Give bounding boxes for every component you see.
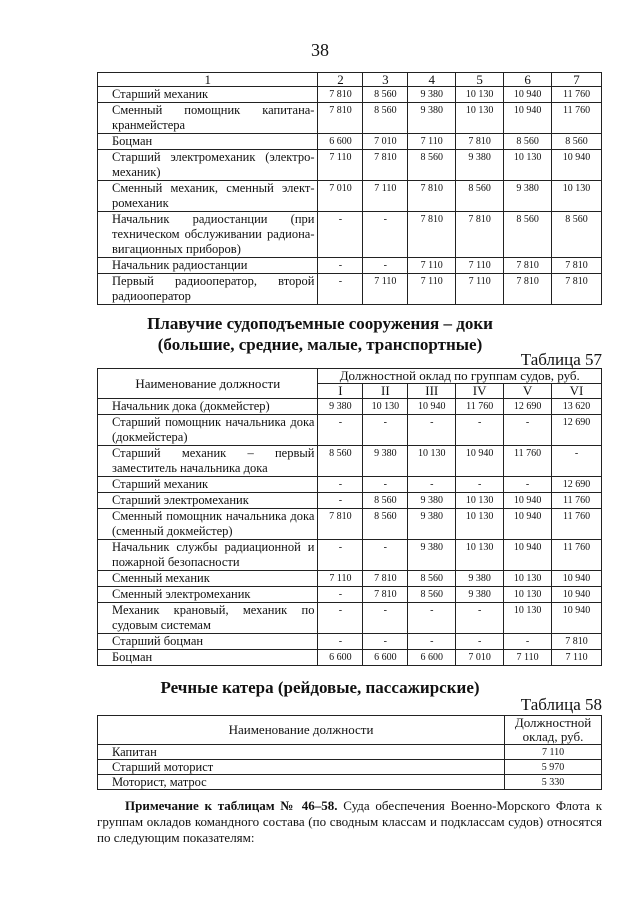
- salary-cell: 8 560: [408, 150, 456, 181]
- position-name-cell: Первый радиооператор, второй радиооператор: [98, 274, 318, 305]
- column-number: 7: [552, 73, 602, 87]
- salary-cell: 10 130: [456, 87, 504, 103]
- salary-cell: 10 940: [552, 603, 602, 634]
- salary-cell: 7 810: [504, 274, 552, 305]
- salary-cell: 7 810: [504, 258, 552, 274]
- table-58-body: [98, 745, 602, 790]
- salary-cell: 8 560: [408, 571, 456, 587]
- position-name-cell: Сменный помощник начальника дока (сменный докмейстер): [98, 509, 318, 540]
- note-heading: Примечание к таблицам № 46–58.: [125, 798, 338, 813]
- salary-cell: -: [318, 477, 363, 493]
- salary-cell: -: [363, 634, 408, 650]
- salary-cell: 8 560: [363, 87, 408, 103]
- column-number: 6: [504, 73, 552, 87]
- salary-cell: 7 810: [363, 571, 408, 587]
- table-row: [98, 587, 602, 603]
- salary-cell: 9 380: [408, 509, 456, 540]
- salary-cell: -: [363, 258, 408, 274]
- position-name-cell: Боцман: [98, 650, 318, 666]
- salary-cell: 7 110: [318, 571, 363, 587]
- salary-cell: 10 940: [504, 103, 552, 134]
- salary-cell: -: [363, 212, 408, 258]
- group-header: V: [504, 384, 552, 399]
- salary-cell: 10 940: [504, 509, 552, 540]
- salary-cell: 6 600: [318, 134, 363, 150]
- salary-cell: 9 380: [318, 399, 363, 415]
- salary-cell: 12 690: [504, 399, 552, 415]
- salary-cell: -: [318, 603, 363, 634]
- salary-cell: -: [318, 587, 363, 603]
- salary-cell: -: [318, 415, 363, 446]
- salary-cell: 11 760: [552, 540, 602, 571]
- position-name-cell: Начальник службы радиационной и пожарной безопасности: [98, 540, 318, 571]
- salary-cell: 7 110: [363, 181, 408, 212]
- table-row: [98, 603, 602, 634]
- section-title-docks-line2: (большие, средние, малые, транспортные): [157, 335, 483, 354]
- salary-groups-header: Должностной оклад по группам судов, руб.: [318, 369, 602, 384]
- salary-cell: -: [456, 415, 504, 446]
- salary-cell: 11 760: [552, 509, 602, 540]
- salary-cell: 7 810: [552, 274, 602, 305]
- position-name-cell: Механик крановый, механик по судовым системам: [98, 603, 318, 634]
- table-row: [98, 258, 602, 274]
- salary-cell: 8 560: [504, 212, 552, 258]
- table-row: [98, 775, 602, 790]
- salary-cell: 11 760: [552, 103, 602, 134]
- salary-cell: -: [318, 493, 363, 509]
- salary-cell: -: [318, 212, 363, 258]
- table-58-header-row: [98, 716, 602, 745]
- salary-cell: 7 810: [552, 634, 602, 650]
- table-row: [98, 103, 602, 134]
- salary-cell: 5 970: [505, 760, 602, 775]
- salary-cell: 10 940: [552, 571, 602, 587]
- position-name-cell: Старший электромеханик: [98, 493, 318, 509]
- table-row: [98, 650, 602, 666]
- table-57-header-row: [98, 369, 602, 384]
- salary-cell: -: [318, 540, 363, 571]
- column-number-row: [98, 73, 602, 87]
- salary-cell: 7 110: [408, 134, 456, 150]
- salary-cell: 10 940: [552, 150, 602, 181]
- position-name-cell: Сменный электромеханик: [98, 587, 318, 603]
- salary-cell: 7 810: [456, 212, 504, 258]
- salary-cell: 9 380: [456, 587, 504, 603]
- table-row: [98, 415, 602, 446]
- salary-cell: 8 560: [552, 212, 602, 258]
- table-row: [98, 134, 602, 150]
- salary-cell: 7 110: [363, 274, 408, 305]
- salary-cell: 7 810: [456, 134, 504, 150]
- table-57-body: [98, 399, 602, 666]
- column-number: 5: [456, 73, 504, 87]
- table-row: [98, 509, 602, 540]
- position-name-cell: Старший моторист: [98, 760, 505, 775]
- salary-header-line2: оклад, руб.: [522, 729, 584, 744]
- salary-cell: 8 560: [408, 587, 456, 603]
- salary-cell: 5 330: [505, 775, 602, 790]
- group-header: II: [363, 384, 408, 399]
- salary-cell: 7 810: [408, 212, 456, 258]
- salary-cell: 10 940: [504, 493, 552, 509]
- salary-cell: -: [408, 603, 456, 634]
- table-row: [98, 446, 602, 477]
- salary-cell: 10 940: [408, 399, 456, 415]
- salary-cell: 10 130: [408, 446, 456, 477]
- salary-cell: 8 560: [504, 134, 552, 150]
- salary-cell: 8 560: [363, 509, 408, 540]
- salary-cell: 7 010: [318, 181, 363, 212]
- salary-cell: 7 110: [456, 274, 504, 305]
- position-name-header: Наименование должности: [98, 369, 318, 399]
- position-name-cell: Сменный механик, сменный элект-ромеханик: [98, 181, 318, 212]
- salary-cell: 10 130: [456, 509, 504, 540]
- table-row: [98, 634, 602, 650]
- salary-cell: 8 560: [363, 103, 408, 134]
- table-row: [98, 87, 602, 103]
- salary-cell: 9 380: [456, 571, 504, 587]
- salary-cell: 10 130: [456, 103, 504, 134]
- position-name-cell: Старший механик – первый заместитель начальника дока: [98, 446, 318, 477]
- column-number: 2: [318, 73, 363, 87]
- table-row: [98, 150, 602, 181]
- salary-cell: 7 110: [456, 258, 504, 274]
- salary-cell: 9 380: [408, 87, 456, 103]
- position-name-cell: Старший электромеханик (электро-механик): [98, 150, 318, 181]
- position-name-cell: Боцман: [98, 134, 318, 150]
- salary-cell: 7 110: [408, 258, 456, 274]
- position-name-cell: Начальник радиостанции (при техническом обслуживании радиона-вигационных приборов): [98, 212, 318, 258]
- salary-cell: -: [408, 634, 456, 650]
- salary-cell: 9 380: [363, 446, 408, 477]
- salary-cell: 9 380: [408, 493, 456, 509]
- group-header: IV: [456, 384, 504, 399]
- salary-cell: -: [363, 415, 408, 446]
- salary-cell: 10 130: [504, 150, 552, 181]
- salary-cell: -: [456, 477, 504, 493]
- salary-cell: 7 810: [408, 181, 456, 212]
- salary-cell: -: [456, 603, 504, 634]
- position-name-cell: Сменный механик: [98, 571, 318, 587]
- salary-cell: -: [408, 477, 456, 493]
- table-row: [98, 212, 602, 258]
- salary-cell: -: [504, 415, 552, 446]
- column-number: 4: [408, 73, 456, 87]
- salary-cell: 7 110: [318, 150, 363, 181]
- salary-cell: -: [504, 477, 552, 493]
- salary-cell: 10 130: [504, 571, 552, 587]
- salary-cell: 7 810: [318, 103, 363, 134]
- group-header: III: [408, 384, 456, 399]
- salary-cell: 10 130: [456, 540, 504, 571]
- table-56-continued: [97, 72, 602, 305]
- table-57: [97, 368, 602, 666]
- table-58-label: Таблица 58: [520, 695, 602, 714]
- salary-cell: 9 380: [456, 150, 504, 181]
- salary-cell: 7 810: [318, 509, 363, 540]
- table-58: [97, 715, 602, 790]
- salary-cell: 9 380: [408, 540, 456, 571]
- salary-cell: 7 810: [318, 87, 363, 103]
- salary-cell: 12 690: [552, 415, 602, 446]
- salary-cell: -: [408, 415, 456, 446]
- salary-cell: 11 760: [456, 399, 504, 415]
- salary-cell: 7 810: [363, 587, 408, 603]
- table-row: [98, 745, 602, 760]
- table-row: [98, 181, 602, 212]
- table-row: [98, 274, 602, 305]
- salary-cell: 9 380: [408, 103, 456, 134]
- salary-cell: 7 110: [408, 274, 456, 305]
- table-row: [98, 571, 602, 587]
- salary-cell: 13 620: [552, 399, 602, 415]
- salary-cell: 9 380: [504, 181, 552, 212]
- salary-cell: 10 130: [456, 493, 504, 509]
- position-name-cell: Начальник дока (докмейстер): [98, 399, 318, 415]
- salary-cell: 10 940: [504, 540, 552, 571]
- position-name-cell: Старший помощник начальника дока (докмейстера): [98, 415, 318, 446]
- table-row: [98, 493, 602, 509]
- group-header: VI: [552, 384, 602, 399]
- salary-cell: 10 940: [504, 87, 552, 103]
- salary-cell: -: [504, 634, 552, 650]
- section-title-river-boats: Речные катера (рейдовые, пассажирские): [160, 678, 480, 697]
- salary-cell: -: [318, 258, 363, 274]
- section-title-docks-line1: Плавучие судоподъемные сооружения – доки: [147, 314, 493, 333]
- salary-cell: 7 110: [505, 745, 602, 760]
- table-row: [98, 540, 602, 571]
- salary-cell: 11 760: [552, 493, 602, 509]
- salary-cell: 10 130: [504, 587, 552, 603]
- table-57-label: Таблица 57: [520, 350, 602, 369]
- position-name-cell: Капитан: [98, 745, 505, 760]
- salary-cell: 8 560: [552, 134, 602, 150]
- salary-cell: -: [363, 540, 408, 571]
- column-number: 3: [363, 73, 408, 87]
- salary-header-line1: Должностной: [514, 715, 592, 730]
- salary-cell: -: [363, 603, 408, 634]
- salary-cell: -: [552, 446, 602, 477]
- salary-cell: 11 760: [504, 446, 552, 477]
- salary-cell: 12 690: [552, 477, 602, 493]
- page-number: 38: [311, 40, 329, 60]
- salary-cell: 11 760: [552, 87, 602, 103]
- salary-cell: -: [363, 477, 408, 493]
- note-paragraph: [97, 798, 602, 846]
- salary-cell: 10 130: [552, 181, 602, 212]
- position-name-cell: Начальник радиостанции: [98, 258, 318, 274]
- position-name-cell: Моторист, матрос: [98, 775, 505, 790]
- note-text: Суда обеспечения Военно-Морского Флота к группам окладов командного состава (по сводным классам и подклассам судов) относятся по следующим показателям:: [97, 798, 603, 845]
- salary-cell: 7 810: [552, 258, 602, 274]
- table-row: [98, 477, 602, 493]
- salary-cell: -: [318, 274, 363, 305]
- salary-cell: 8 560: [363, 493, 408, 509]
- position-name-cell: Сменный помощник капитана-кранмейстера: [98, 103, 318, 134]
- salary-cell: 6 600: [408, 650, 456, 666]
- salary-cell: 8 560: [318, 446, 363, 477]
- salary-header: [505, 716, 602, 745]
- salary-cell: 8 560: [456, 181, 504, 212]
- salary-cell: 10 130: [363, 399, 408, 415]
- salary-cell: 6 600: [363, 650, 408, 666]
- position-name-cell: Старший механик: [98, 477, 318, 493]
- salary-cell: 10 940: [456, 446, 504, 477]
- salary-cell: 7 810: [363, 150, 408, 181]
- table-row: [98, 760, 602, 775]
- salary-cell: 10 130: [504, 603, 552, 634]
- salary-cell: 7 010: [363, 134, 408, 150]
- table-56-body: [98, 87, 602, 305]
- salary-cell: 7 010: [456, 650, 504, 666]
- salary-cell: 7 110: [552, 650, 602, 666]
- salary-cell: 7 110: [504, 650, 552, 666]
- table-row: [98, 399, 602, 415]
- salary-cell: -: [318, 634, 363, 650]
- salary-cell: 6 600: [318, 650, 363, 666]
- salary-cell: 10 940: [552, 587, 602, 603]
- salary-cell: -: [456, 634, 504, 650]
- position-name-header: Наименование должности: [98, 716, 505, 745]
- column-number: 1: [98, 73, 318, 87]
- position-name-cell: Старший механик: [98, 87, 318, 103]
- position-name-cell: Старший боцман: [98, 634, 318, 650]
- group-header: I: [318, 384, 363, 399]
